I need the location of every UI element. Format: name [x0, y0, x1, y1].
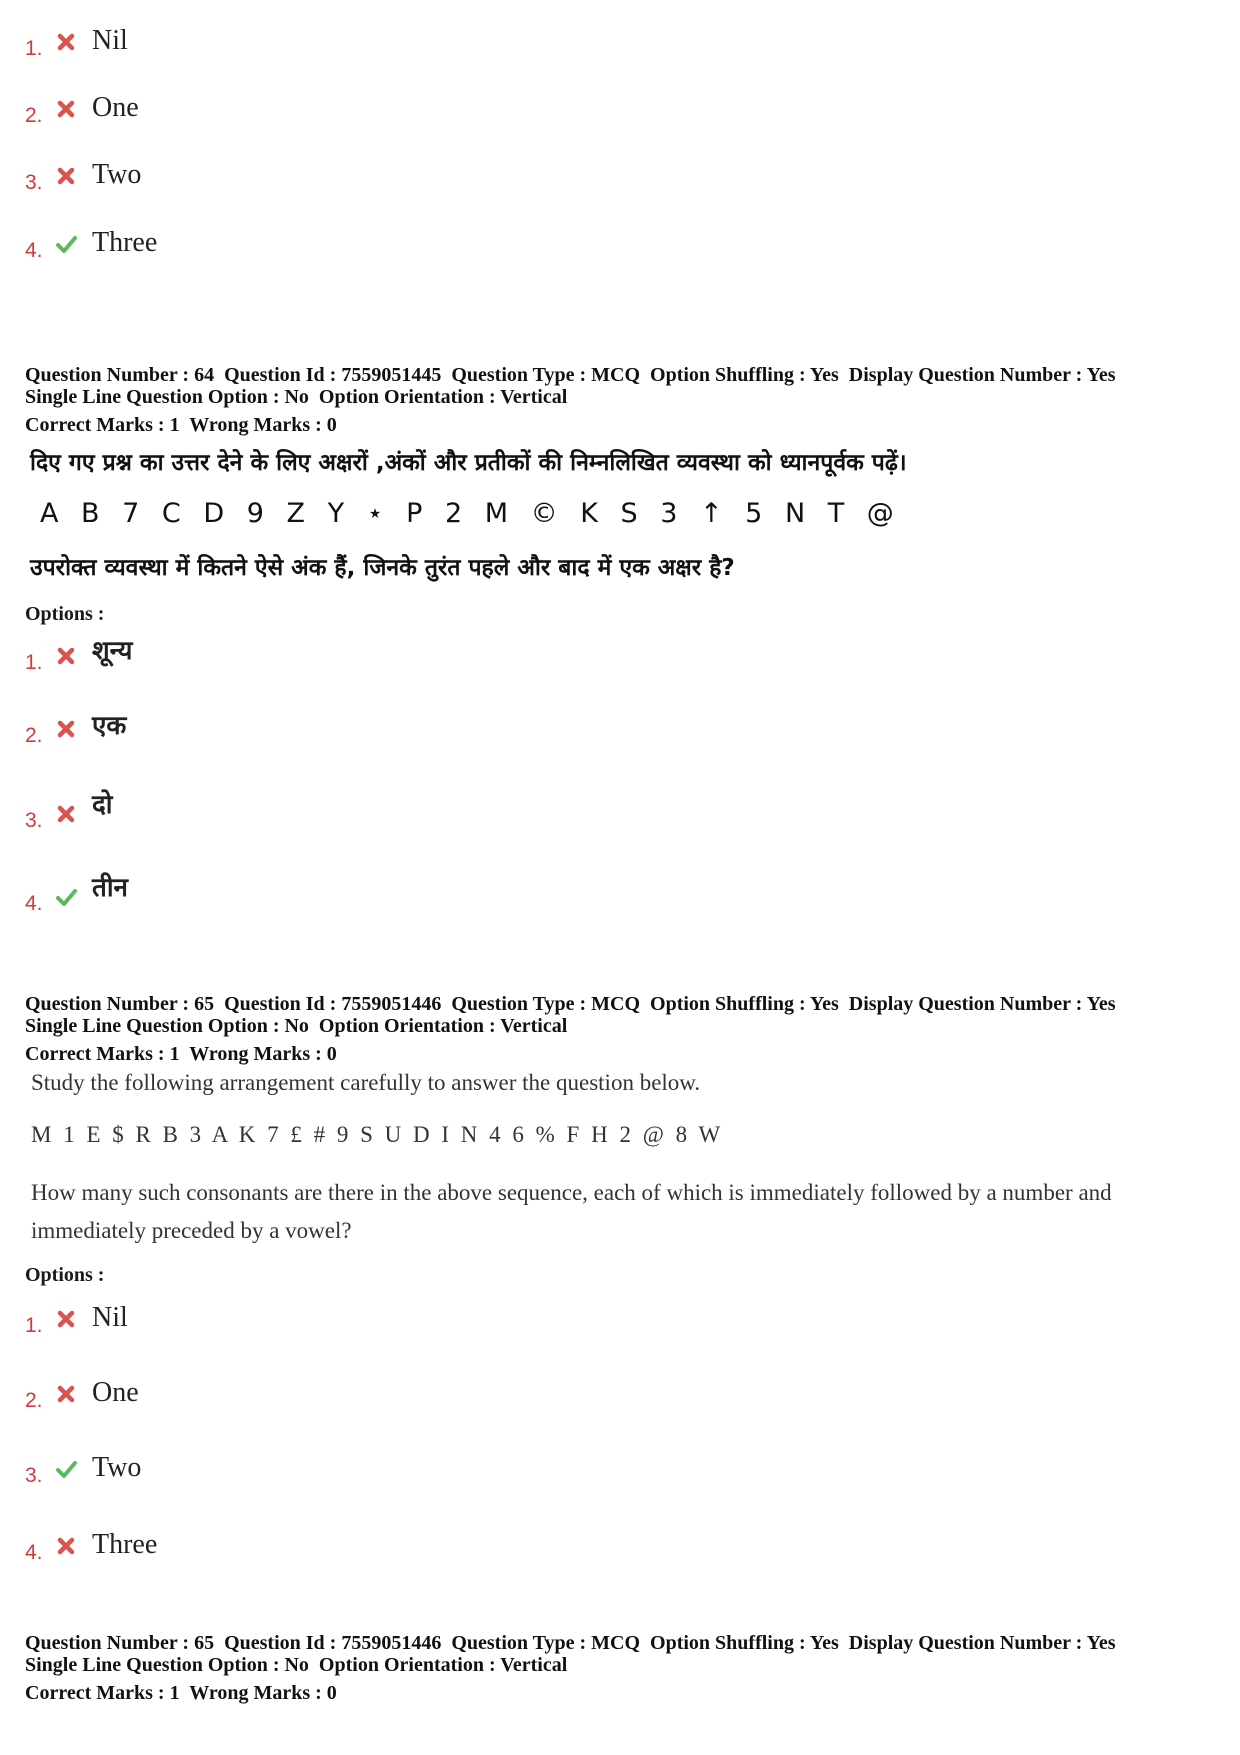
option-number: 1.: [25, 37, 43, 60]
option-text: एक: [92, 711, 127, 741]
wrong-cross-icon: [55, 1535, 77, 1557]
question-meta-line1: Question Number : 65 Question Id : 7559051446 Question Type : MCQ Option Shuffling : Yes Display Question Number : Yes: [25, 993, 1116, 1015]
question-text: Study the following arrangement carefully to answer the question below.: [31, 1070, 701, 1095]
question-sequence: M 1 E $ R B 3 A K 7 £ # 9 S U D I N 4 6 % F H 2 @ 8 W: [31, 1122, 724, 1147]
option-number: 2.: [25, 1389, 43, 1412]
options-label: Options :: [25, 1264, 105, 1286]
question-text: उपरोक्त व्यवस्था में कितने ऐसे अंक हैं, जिनके तुरंत पहले और बाद में एक अक्षर है?: [30, 555, 735, 581]
option-number: 4.: [25, 239, 43, 262]
question-sequence: A B 7 C D 9 Z Y ⋆ P 2 M © K S 3 ↑ 5 N T @: [40, 498, 901, 529]
wrong-cross-icon: [55, 645, 77, 667]
option-item: [0, 25, 400, 78]
option-text: शून्य: [92, 636, 133, 666]
option-text: Nil: [92, 25, 128, 56]
option-number: 1.: [25, 651, 43, 674]
option-number: 4.: [25, 1541, 43, 1564]
option-text: दो: [92, 790, 113, 820]
question-text: How many such consonants are there in the above sequence, each of which is immediately followed by a number and: [31, 1180, 1112, 1205]
option-item: [0, 1302, 400, 1355]
wrong-cross-icon: [55, 718, 77, 740]
correct-check-icon: [55, 886, 77, 908]
option-number: 3.: [25, 1464, 43, 1487]
option-text: Three: [92, 1529, 158, 1560]
option-item: [0, 636, 400, 695]
option-number: 4.: [25, 892, 43, 915]
question-meta-line1: Question Number : 64 Question Id : 7559051445 Question Type : MCQ Option Shuffling : Yes Display Question Number : Yes: [25, 364, 1116, 386]
option-text: One: [92, 1377, 139, 1408]
wrong-cross-icon: [55, 803, 77, 825]
option-text: Three: [92, 227, 158, 258]
question-marks: Correct Marks : 1 Wrong Marks : 0: [25, 414, 337, 436]
option-item: [0, 92, 400, 145]
question-marks: Correct Marks : 1 Wrong Marks : 0: [25, 1682, 337, 1704]
option-item: [0, 1452, 400, 1505]
option-number: 3.: [25, 171, 43, 194]
wrong-cross-icon: [55, 1383, 77, 1405]
option-text: Nil: [92, 1302, 128, 1333]
option-item: [0, 1529, 400, 1582]
option-item: [0, 159, 400, 212]
wrong-cross-icon: [55, 1308, 77, 1330]
option-item: [0, 227, 400, 280]
options-label: Options :: [25, 603, 105, 625]
option-text: Two: [92, 1452, 142, 1483]
option-item: [0, 711, 400, 768]
wrong-cross-icon: [55, 98, 77, 120]
option-number: 1.: [25, 1314, 43, 1337]
option-number: 2.: [25, 724, 43, 747]
option-item: [0, 790, 400, 853]
option-text: तीन: [92, 873, 128, 903]
correct-check-icon: [55, 1458, 77, 1480]
question-meta-line1: Question Number : 65 Question Id : 7559051446 Question Type : MCQ Option Shuffling : Yes Display Question Number : Yes: [25, 1632, 1116, 1654]
question-meta-line2: Single Line Question Option : No Option Orientation : Vertical: [25, 1015, 568, 1037]
option-number: 3.: [25, 809, 43, 832]
wrong-cross-icon: [55, 165, 77, 187]
option-item: [0, 1377, 400, 1430]
correct-check-icon: [55, 233, 77, 255]
option-number: 2.: [25, 104, 43, 127]
option-text: One: [92, 92, 139, 123]
question-text: दिए गए प्रश्न का उत्तर देने के लिए अक्षरों ,अंकों और प्रतीकों की निम्नलिखित व्यवस्था को ध्यानपूर्वक पढ़ें।: [30, 450, 907, 476]
option-text: Two: [92, 159, 142, 190]
question-meta-line2: Single Line Question Option : No Option Orientation : Vertical: [25, 1654, 568, 1676]
wrong-cross-icon: [55, 31, 77, 53]
question-marks: Correct Marks : 1 Wrong Marks : 0: [25, 1043, 337, 1065]
question-text: immediately preceded by a vowel?: [31, 1218, 352, 1243]
question-meta-line2: Single Line Question Option : No Option Orientation : Vertical: [25, 386, 568, 408]
option-item: [0, 873, 400, 936]
